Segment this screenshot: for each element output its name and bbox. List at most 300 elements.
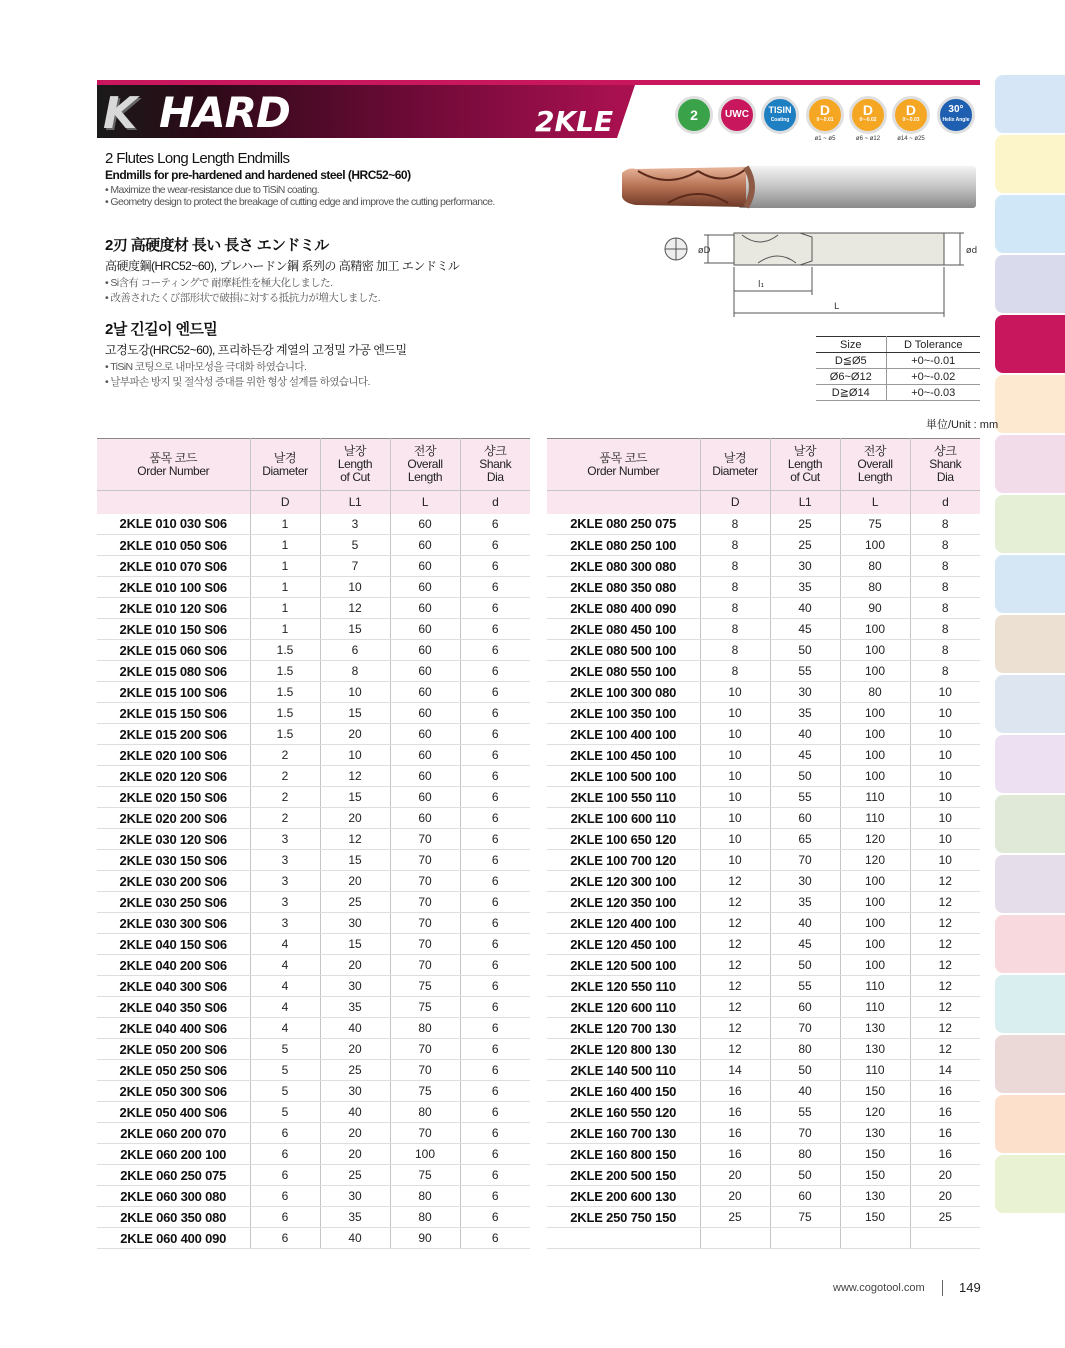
shank-dia: 6	[460, 913, 530, 934]
overall-length: 120	[840, 850, 910, 871]
header-text: Dia	[936, 470, 954, 484]
diameter	[700, 1228, 770, 1249]
shank-dia: 12	[910, 871, 980, 892]
tolerance-table	[816, 336, 980, 401]
shank-dia: 6	[460, 1186, 530, 1207]
diameter: 4	[250, 955, 320, 976]
length-of-cut: 8	[320, 661, 390, 682]
diameter: 20	[700, 1186, 770, 1207]
table-row	[547, 1123, 980, 1144]
length-of-cut: 10	[320, 682, 390, 703]
shank-dia: 6	[460, 1144, 530, 1165]
overall-length: 80	[390, 1018, 460, 1039]
diameter: 1	[250, 619, 320, 640]
diameter: 8	[700, 535, 770, 556]
length-of-cut: 50	[770, 640, 840, 661]
diameter: 5	[250, 1039, 320, 1060]
shank-dia: 6	[460, 514, 530, 535]
order-number: 2KLE 020 100 S06	[97, 745, 250, 766]
section-tabs	[995, 75, 1065, 1215]
header-length-of-cut	[770, 439, 840, 491]
diameter: 10	[700, 850, 770, 871]
shank-dia: 8	[910, 535, 980, 556]
length-of-cut: 20	[320, 1039, 390, 1060]
diameter: 6	[250, 1165, 320, 1186]
shank-dia: 6	[460, 955, 530, 976]
order-number: 2KLE 015 060 S06	[97, 640, 250, 661]
table-row	[547, 1081, 980, 1102]
badge-sublabel: Helix Angle	[942, 117, 970, 123]
length-of-cut: 12	[320, 829, 390, 850]
length-of-cut: 30	[320, 1186, 390, 1207]
table-row	[97, 829, 530, 850]
table-row	[97, 1123, 530, 1144]
length-of-cut: 20	[320, 808, 390, 829]
table-row	[97, 871, 530, 892]
diameter: 8	[700, 577, 770, 598]
overall-length: 80	[840, 682, 910, 703]
shank-dia: 6	[460, 745, 530, 766]
table-row	[97, 598, 530, 619]
diameter: 10	[700, 766, 770, 787]
header-symbol-L1: L1	[320, 491, 390, 514]
en-bullet-2: • Geometry design to protect the breakage of cutting edge and improve the cutting performance.	[105, 196, 495, 208]
shank-dia: 10	[910, 724, 980, 745]
badge-1-icon	[718, 96, 756, 134]
order-number: 2KLE 010 150 S06	[97, 619, 250, 640]
section-tab[interactable]	[995, 555, 1065, 613]
table-row	[97, 745, 530, 766]
shank-dia: 6	[460, 640, 530, 661]
shank-dia: 6	[460, 1102, 530, 1123]
order-number: 2KLE 100 700 120	[547, 850, 700, 871]
table-row	[97, 1228, 530, 1249]
product-table-right	[547, 438, 980, 1249]
diameter: 1.5	[250, 661, 320, 682]
table-row	[547, 1144, 980, 1165]
length-of-cut: 3	[320, 514, 390, 535]
table-row	[547, 850, 980, 871]
diameter: 16	[700, 1123, 770, 1144]
kr-subtitle: 고경도강(HRC52~60), 프리하든강 계열의 고정밀 가공 엔드밀	[105, 343, 407, 357]
shank-dia: 8	[910, 577, 980, 598]
table-row	[547, 913, 980, 934]
table-row	[547, 1207, 980, 1228]
badge-label: D	[819, 102, 831, 118]
jp-bullet-2: • 改善されたくび部形状で破損に対する抵抗力が増大しました.	[105, 292, 381, 304]
table-row	[97, 703, 530, 724]
diameter: 1.5	[250, 640, 320, 661]
order-number	[547, 1228, 700, 1249]
table-row	[547, 829, 980, 850]
length-of-cut: 7	[320, 556, 390, 577]
diameter: 5	[250, 1081, 320, 1102]
shank-dia: 6	[460, 997, 530, 1018]
diameter: 25	[700, 1207, 770, 1228]
order-number: 2KLE 100 550 110	[547, 787, 700, 808]
shank-dia: 6	[460, 598, 530, 619]
order-number: 2KLE 160 700 130	[547, 1123, 700, 1144]
order-number: 2KLE 030 250 S06	[97, 892, 250, 913]
order-number: 2KLE 050 200 S06	[97, 1039, 250, 1060]
table-row	[97, 787, 530, 808]
overall-length: 110	[840, 787, 910, 808]
japanese-description	[105, 234, 459, 305]
table-row	[547, 871, 980, 892]
overall-length: 120	[840, 829, 910, 850]
section-tab[interactable]	[995, 1155, 1065, 1213]
table-row	[547, 1228, 980, 1249]
overall-length: 100	[840, 934, 910, 955]
badge-5-icon	[892, 96, 930, 134]
shank-dia: 6	[460, 1228, 530, 1249]
diameter: 1	[250, 556, 320, 577]
table-row	[97, 535, 530, 556]
table-row	[547, 703, 980, 724]
header-diameter	[250, 439, 320, 491]
table-row	[97, 892, 530, 913]
order-number: 2KLE 080 500 100	[547, 640, 700, 661]
diameter: 5	[250, 1060, 320, 1081]
order-number: 2KLE 200 600 130	[547, 1186, 700, 1207]
table-row	[547, 1102, 980, 1123]
header-length-of-cut	[320, 439, 390, 491]
en-subtitle: Endmills for pre-hardened and hardened steel (HRC52~60)	[105, 168, 411, 182]
tol-value: +0~-0.03	[886, 385, 980, 401]
overall-length: 150	[840, 1207, 910, 1228]
overall-length: 60	[390, 724, 460, 745]
length-of-cut: 50	[770, 1060, 840, 1081]
shank-dia: 6	[460, 724, 530, 745]
tol-header-size: Size	[816, 337, 886, 353]
brand-logo-k: K	[103, 88, 138, 139]
overall-length: 150	[840, 1081, 910, 1102]
header-text: Shank	[929, 457, 962, 471]
section-tab[interactable]	[995, 75, 1065, 133]
overall-length: 60	[390, 745, 460, 766]
label-L: L	[834, 302, 840, 312]
table-row	[547, 766, 980, 787]
table-row	[547, 577, 980, 598]
section-tab[interactable]	[995, 435, 1065, 493]
overall-length: 150	[840, 1144, 910, 1165]
order-number: 2KLE 040 150 S06	[97, 934, 250, 955]
length-of-cut: 15	[320, 703, 390, 724]
diameter: 10	[700, 703, 770, 724]
section-tab[interactable]	[995, 615, 1065, 673]
length-of-cut: 20	[320, 955, 390, 976]
overall-length: 120	[840, 1102, 910, 1123]
shank-dia: 6	[460, 1039, 530, 1060]
order-number: 2KLE 010 050 S06	[97, 535, 250, 556]
overall-length: 90	[840, 598, 910, 619]
header-symbol-L1: L1	[770, 491, 840, 514]
overall-length: 100	[840, 724, 910, 745]
diameter: 8	[700, 661, 770, 682]
section-tab[interactable]	[995, 195, 1065, 253]
overall-length: 70	[390, 955, 460, 976]
badge-label: 2	[690, 107, 698, 123]
length-of-cut: 30	[320, 1081, 390, 1102]
shank-dia: 12	[910, 1018, 980, 1039]
header-text: 품목 코드	[149, 450, 198, 465]
overall-length: 75	[390, 976, 460, 997]
table-row	[97, 640, 530, 661]
diameter: 6	[250, 1207, 320, 1228]
korean-description	[105, 318, 407, 389]
order-number: 2KLE 050 300 S06	[97, 1081, 250, 1102]
overall-length: 60	[390, 766, 460, 787]
length-of-cut: 25	[770, 535, 840, 556]
badge-sublabel: Coating	[770, 117, 790, 123]
tol-row	[816, 385, 980, 401]
tol-header-d: D Tolerance	[886, 337, 980, 353]
section-tab[interactable]	[995, 915, 1065, 973]
shank-dia: 6	[460, 850, 530, 871]
footer-url[interactable]: www.cogotool.com	[833, 1282, 925, 1294]
tol-value: +0~-0.02	[886, 369, 980, 385]
order-number: 2KLE 080 250 075	[547, 514, 700, 535]
table-row	[97, 1102, 530, 1123]
badge-label: UWC	[725, 109, 749, 120]
length-of-cut: 70	[770, 1123, 840, 1144]
order-number: 2KLE 060 400 090	[97, 1228, 250, 1249]
shank-dia: 8	[910, 514, 980, 535]
header-text: Length	[787, 457, 823, 471]
shank-dia: 6	[460, 1123, 530, 1144]
shank-dia: 8	[910, 619, 980, 640]
order-number: 2KLE 100 300 080	[547, 682, 700, 703]
diameter: 12	[700, 997, 770, 1018]
diameter: 16	[700, 1102, 770, 1123]
badge-caption: ø14 ~ ø25	[897, 136, 925, 142]
header-symbol-D: D	[700, 491, 770, 514]
diameter: 1	[250, 577, 320, 598]
header-text: 품목 코드	[599, 450, 648, 465]
overall-length: 100	[840, 619, 910, 640]
diameter: 4	[250, 934, 320, 955]
shank-dia: 10	[910, 850, 980, 871]
header-order-number	[547, 439, 700, 491]
length-of-cut: 30	[770, 871, 840, 892]
diameter: 4	[250, 997, 320, 1018]
order-number: 2KLE 120 550 110	[547, 976, 700, 997]
length-of-cut: 55	[770, 661, 840, 682]
header-text: Dia	[486, 470, 504, 484]
diameter: 10	[700, 724, 770, 745]
length-of-cut: 35	[770, 703, 840, 724]
shank-dia: 6	[460, 556, 530, 577]
shank-dia	[910, 1228, 980, 1249]
tol-row	[816, 353, 980, 369]
overall-length: 130	[840, 1018, 910, 1039]
length-of-cut: 55	[770, 787, 840, 808]
overall-length: 80	[390, 1186, 460, 1207]
order-number: 2KLE 120 800 130	[547, 1039, 700, 1060]
order-number: 2KLE 080 450 100	[547, 619, 700, 640]
section-tab[interactable]	[995, 975, 1065, 1033]
header-diameter	[700, 439, 770, 491]
length-of-cut: 70	[770, 850, 840, 871]
section-tab[interactable]	[995, 1095, 1065, 1153]
table-row	[97, 556, 530, 577]
order-number: 2KLE 020 120 S06	[97, 766, 250, 787]
shank-dia: 10	[910, 766, 980, 787]
badge-label: TISIN	[768, 105, 792, 115]
table-row	[97, 1039, 530, 1060]
badge-2-icon	[761, 96, 799, 134]
header-text: 날장	[793, 444, 817, 458]
overall-length: 60	[390, 535, 460, 556]
section-tab[interactable]	[995, 255, 1065, 313]
header-symbol-D: D	[250, 491, 320, 514]
overall-length: 130	[840, 1123, 910, 1144]
endmill-product-image	[618, 163, 980, 211]
order-number: 2KLE 015 200 S06	[97, 724, 250, 745]
overall-length: 70	[390, 850, 460, 871]
overall-length: 70	[390, 934, 460, 955]
section-tab[interactable]	[995, 495, 1065, 553]
overall-length: 70	[390, 913, 460, 934]
order-number: 2KLE 080 250 100	[547, 535, 700, 556]
badge-label: 30°	[948, 104, 964, 115]
table-row	[97, 1207, 530, 1228]
header-text: 샹크	[934, 444, 957, 458]
table-row	[97, 976, 530, 997]
kr-bullet-2: • 날부파손 방지 및 절삭성 증대를 위한 형상 설계를 하였습니다.	[105, 376, 370, 388]
section-tab[interactable]	[995, 675, 1065, 733]
kr-bullet-1: • TiSiN 코팅으로 내마모성을 극대화 하였습니다.	[105, 361, 307, 373]
length-of-cut: 20	[320, 1123, 390, 1144]
table-row	[97, 850, 530, 871]
table-row	[547, 976, 980, 997]
section-tab[interactable]	[995, 735, 1065, 793]
diameter: 12	[700, 913, 770, 934]
jp-subtitle: 高硬度鋼(HRC52~60), プレハードン鋼 系列の 高精密 加工 エンドミル	[105, 259, 460, 273]
section-tab[interactable]	[995, 315, 1065, 373]
overall-length: 60	[390, 661, 460, 682]
length-of-cut: 10	[320, 577, 390, 598]
overall-length: 100	[840, 745, 910, 766]
length-of-cut: 15	[320, 619, 390, 640]
diameter: 6	[250, 1123, 320, 1144]
diameter: 2	[250, 766, 320, 787]
length-of-cut: 40	[770, 1081, 840, 1102]
length-of-cut: 40	[320, 1018, 390, 1039]
overall-length: 60	[390, 514, 460, 535]
table-row	[547, 682, 980, 703]
overall-length: 100	[840, 871, 910, 892]
overall-length: 150	[840, 1165, 910, 1186]
order-number: 2KLE 060 300 080	[97, 1186, 250, 1207]
table-row	[547, 934, 980, 955]
overall-length: 70	[390, 829, 460, 850]
overall-length: 60	[390, 619, 460, 640]
section-tab[interactable]	[995, 375, 1065, 433]
badge-sublabel: 0~-0.02	[859, 117, 877, 123]
order-number: 2KLE 040 350 S06	[97, 997, 250, 1018]
table-row	[97, 682, 530, 703]
header-text: Diameter	[262, 463, 308, 478]
diameter: 16	[700, 1081, 770, 1102]
overall-length: 80	[840, 577, 910, 598]
diameter: 12	[700, 1018, 770, 1039]
order-number: 2KLE 050 400 S06	[97, 1102, 250, 1123]
header-symbol-L: L	[840, 491, 910, 514]
table-row	[97, 661, 530, 682]
overall-length: 130	[840, 1039, 910, 1060]
order-number: 2KLE 100 650 120	[547, 829, 700, 850]
order-number: 2KLE 160 550 120	[547, 1102, 700, 1123]
shank-dia: 8	[910, 640, 980, 661]
table-row	[97, 955, 530, 976]
diameter: 8	[700, 598, 770, 619]
tol-size: Ø6~Ø12	[816, 369, 886, 385]
header-text: Order Number	[587, 463, 660, 478]
table-row	[97, 1060, 530, 1081]
length-of-cut: 80	[770, 1039, 840, 1060]
jp-bullet-1: • Si含有 コーティングで 耐摩耗性を極大化しました.	[105, 277, 333, 289]
length-of-cut: 35	[770, 892, 840, 913]
overall-length: 100	[840, 913, 910, 934]
overall-length: 60	[390, 556, 460, 577]
label-d: ød	[966, 246, 978, 256]
section-tab[interactable]	[995, 795, 1065, 853]
diameter: 10	[700, 829, 770, 850]
table-row	[547, 619, 980, 640]
overall-length: 75	[390, 1081, 460, 1102]
overall-length: 75	[840, 514, 910, 535]
shank-dia: 16	[910, 1102, 980, 1123]
length-of-cut: 25	[320, 1165, 390, 1186]
section-tab[interactable]	[995, 855, 1065, 913]
overall-length: 100	[840, 955, 910, 976]
en-title: 2 Flutes Long Length Endmills	[105, 150, 290, 167]
section-tab[interactable]	[995, 1035, 1065, 1093]
length-of-cut: 25	[320, 892, 390, 913]
header-symbol-d: d	[460, 491, 530, 514]
order-number: 2KLE 040 200 S06	[97, 955, 250, 976]
shank-dia: 8	[910, 556, 980, 577]
length-of-cut: 60	[770, 997, 840, 1018]
section-tab[interactable]	[995, 135, 1065, 193]
overall-length: 100	[840, 640, 910, 661]
shank-dia: 6	[460, 829, 530, 850]
tol-size: D≦Ø5	[816, 353, 886, 369]
length-of-cut: 35	[770, 577, 840, 598]
length-of-cut: 15	[320, 934, 390, 955]
diameter: 1	[250, 598, 320, 619]
overall-length: 100	[840, 766, 910, 787]
order-number: 2KLE 010 070 S06	[97, 556, 250, 577]
table-row	[97, 1186, 530, 1207]
overall-length: 100	[840, 892, 910, 913]
label-D: øD	[698, 246, 711, 256]
unit-note: 単位/Unit : mm	[926, 419, 999, 431]
order-number: 2KLE 030 150 S06	[97, 850, 250, 871]
shank-dia: 14	[910, 1060, 980, 1081]
order-number: 2KLE 010 120 S06	[97, 598, 250, 619]
table-row	[97, 997, 530, 1018]
table-row	[97, 514, 530, 535]
table-row	[547, 661, 980, 682]
order-number: 2KLE 120 500 100	[547, 955, 700, 976]
order-number: 2KLE 015 080 S06	[97, 661, 250, 682]
overall-length: 80	[840, 556, 910, 577]
badge-sublabel: 0~-0.01	[816, 117, 834, 123]
length-of-cut: 20	[320, 871, 390, 892]
order-number: 2KLE 120 450 100	[547, 934, 700, 955]
